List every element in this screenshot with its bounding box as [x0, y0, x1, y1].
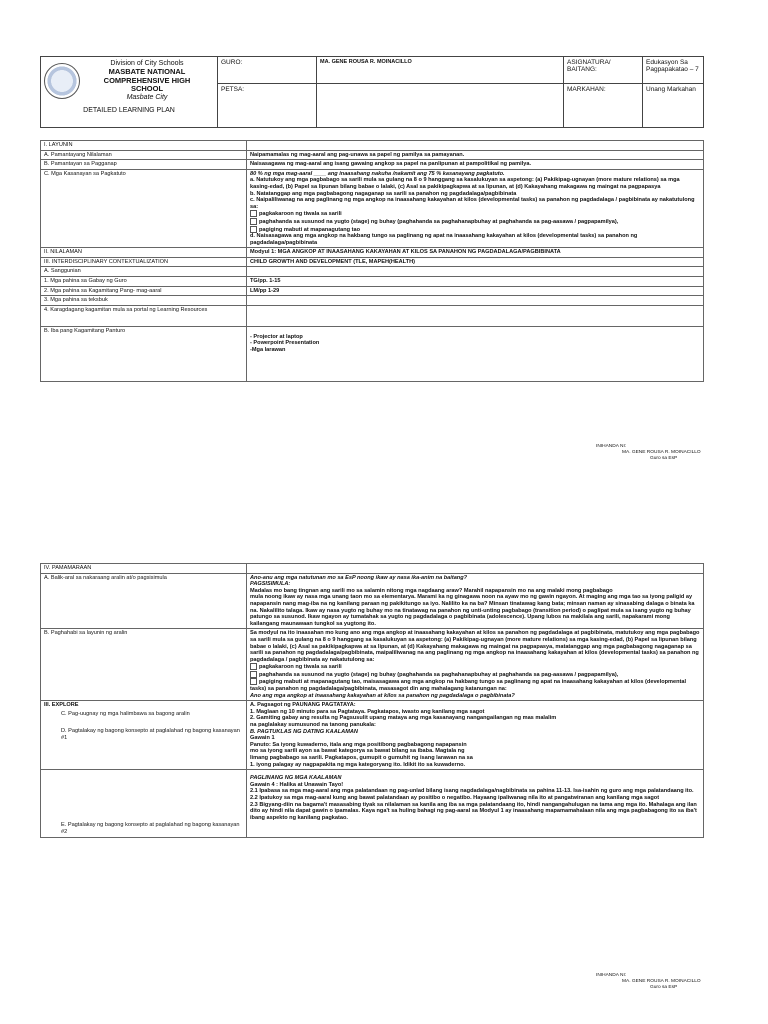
explore-line: 2. Gamiting gabay ang resulta ng Pagsusulit upang mataya ang mga kasanayang nangangailangan ng mas malalim	[250, 715, 557, 722]
asignatura-label: ASIGNATURA/ BAITANG:	[564, 57, 643, 84]
balik-aral-text	[247, 573, 704, 629]
explore-line: A. Pagsagot ng PAUNANG PAGTATAYA:	[250, 702, 356, 709]
balik-aral-line: PAGSISIMULA:	[250, 581, 291, 588]
panturo-label: B. Iba pang Kagamitang Panturo	[41, 326, 247, 381]
petsa-value	[317, 84, 564, 128]
school-city: Masbate City	[126, 93, 168, 101]
pagtalakay-line: Gawain 4 : Halika at Unawain Tayo!	[250, 781, 344, 788]
paghahabi-line: Ano ang mga angkop at inaasahang kakayahan at kilos sa panahon ng pagdadalaga o pagbibinata?	[250, 692, 515, 699]
kasanayan-label: C. Mga Kasanayan sa Pagkatuto	[41, 169, 247, 247]
kasanayan-line: b. Natatanggap ang mga pagbabagong nagaganap sa sarili sa panahon ng pagdadalaga/pagbibinata	[250, 190, 517, 197]
school-name-1: MASBATE NATIONAL	[108, 67, 186, 77]
teksbuk-label: 3. Mga pahina sa teksbuk	[41, 296, 247, 306]
portal-label: 4. Karagdagang kagamitan mula sa portal ng Learning Resources	[41, 305, 247, 326]
pamantayan-pagganap-label: B. Pamantayan sa Pagganap	[41, 160, 247, 170]
pagtalakay-2-text	[247, 770, 704, 838]
paghahabi-text	[247, 629, 704, 701]
plan-title: DETAILED LEARNING PLAN	[83, 107, 175, 114]
interdisciplinary-label: III. INTERDISCIPLINARY CONTEXTUALIZATION	[41, 257, 247, 267]
checkbox-icon	[250, 226, 257, 233]
explore-line: Gawain 1	[250, 735, 275, 742]
guro-label: GURO:	[218, 57, 317, 84]
inihanda-label: INIHANDA NI:	[596, 444, 627, 449]
panturo-line: - Powerpoint Presentation	[250, 340, 320, 347]
explore-line: mo sa iyong sarili ayon sa bawat kategorya sa bawat bilang sa ibaba. Magtala ng	[250, 748, 465, 755]
pamantayang-nilalaman-text: Naipamamalas ng mag-aaral ang pag-unawa sa papel ng pamilya sa pamayanan.	[247, 150, 704, 160]
kasanayan-line: d. Naisasagawa ang mga angkop na hakbang tungo sa paglinang ng apat na inaasahang kakayahan at kilos (developmental tasks) sa panahon ng pagdadalaga/pagbibinata	[250, 233, 638, 246]
checkbox-icon	[250, 678, 257, 685]
kasanayan-line: pagkakaroon ng tiwala sa sarili	[259, 211, 342, 218]
teacher-name: MA. GENE ROUSA R. MOINACILLO	[622, 979, 701, 984]
pagtalakay-line: 2.2 Ipatukoy sa mga mag-aaral kung ang bawat palatandaan ay positibo o negatibo. Hayaang ipaliwanag nila ito at pangatwiranan ang kanilang mga sagot	[250, 794, 660, 801]
teacher-role: Guro sa EsP	[650, 456, 678, 461]
layunin-label: I. LAYUNIN	[41, 141, 247, 151]
balik-aral-label: A. Balik-aral sa nakaraang aralin at/o pagsisimula	[41, 573, 247, 629]
pagtalakay-line: 2.3 Bigyang-diin na bagama't masasabing tiyak sa nilalaman sa kanila ang iba sa mga palatandaang ito, hindi nangangahulugan na tama ang mga ito. Mahalaga ang ilan dito ay hindi nila dapat gawin o ipamalas. Kaya nga't sa huling bahagi ng pag-aaral sa Modyul 1 ay inaasahang mapamamahalaan nila ang mga pagbabagong ito sa iba't ibang aspekto ng kanilang pagkatao.	[250, 801, 697, 821]
gabay-guro-label: 1. Mga pahina sa Gabay ng Guro	[41, 277, 247, 287]
pagtalakay-line: PAGLINANG NG MGA KAALAMAN	[250, 775, 342, 782]
paghahabi-label: B. Paghahabi sa layunin ng aralin	[41, 629, 247, 701]
procedure-table	[40, 563, 704, 838]
kagamitang-text: LM/pp 1-29	[247, 286, 704, 296]
markahan-label: MARKAHAN:	[564, 84, 643, 128]
paghahabi-line: pagkakaroon ng tiwala sa sarili	[259, 664, 342, 671]
checkbox-icon	[250, 663, 257, 670]
sanggunian-label: A. Sanggunian	[41, 267, 247, 277]
footer-2	[596, 973, 701, 991]
nilalaman-text: Modyul 1: MGA ANGKOP AT INAASAHANG KAKAYAHAN AT KILOS SA PANAHON NG PAGDADALAGA/PAGBIBINATA	[247, 248, 704, 258]
panturo-line: - Projector at laptop	[250, 333, 303, 340]
explore-line: 1. Maglaan ng 10 minuto para sa Pagtataya. Pagkatapos, iwasto ang kanilang mga sagot	[250, 708, 485, 715]
kagamitang-label: 2. Mga pahina sa Kagamitang Pang- mag-aaral	[41, 286, 247, 296]
guro-value: MA. GENE ROUSA R. MOINACILLO	[317, 57, 564, 84]
pag-uugnay-label: C. Pag-uugnay ng mga halimbawa sa bagong aralin	[61, 710, 190, 717]
checkbox-icon	[250, 210, 257, 217]
paghahabi-line: paghahanda sa susunod na yugto (stage) ng buhay (paghahanda sa paghahanapbuhay at paghahanda sa pag-aasawa / pagpapamilya),	[259, 671, 619, 678]
asignatura-value: Edukasyon Sa Pagpapakatao – 7	[643, 57, 704, 84]
explore-line: na paglalakay sumusunod na tanong panukala:	[250, 722, 376, 729]
school-logo	[44, 63, 80, 99]
checkbox-icon	[250, 218, 257, 225]
kasanayan-line: paghahanda sa susunod na yugto (stage) ng buhay (paghahanda sa paghahanapbuhay at paghahanda sa pag-aasawa / pagpapamilya),	[259, 218, 619, 225]
balik-aral-line: Madalas mo bang tingnan ang sarili mo sa salamin nitong mga nagdaang araw? Marahil napapansin mo na ang malaki mong pagbabago	[250, 587, 613, 594]
kasanayan-line: a. Natutukoy ang mga pagbabago sa sarili mula sa gulang na 8 o 9 hanggang sa kasalukuyan sa aspetong: (a) Pakikipag-ugnayan (more mature relations) sa mga kasing-edad, (b) Papel sa lipunan bilang babae o lalaki, (c) Asal sa pakikipagkapwa at sa lipunan, at (d) Kakayahang makagawa ng maingat na pagpapasya	[250, 177, 680, 190]
inihanda-label: INIHANDA NI:	[596, 973, 627, 978]
division-name: Division of City Schools	[110, 59, 184, 67]
kasanayan-line: 80 % ng mga mag-aaral ____ ang inaasahang nakuha /nakamit ang 75 % kasanayang pagkatuto.	[250, 170, 505, 177]
school-name-2: COMPREHENSIVE HIGH	[103, 75, 191, 85]
teacher-name: MA. GENE ROUSA R. MOINACILLO	[622, 450, 701, 455]
balik-aral-line: Ano-anu ang mga natutunan mo sa EsP noong ikaw ay nasa ika-anim na baitang?	[250, 574, 468, 581]
paghahabi-line: Sa modyul na ito inaasahan mo kung ano ang mga angkop at inaasahang kakayahan at kilos sa panahon ng pagdadalaga at pagbibinata, matutukoy ang mga pagbabago sa sarili mula sa gulang na 8 o 9 hanggang sa kasalukuyan sa aspetong: (a) Pakikipag-ugnayan (more mature relations) sa mga kasing-edad, (b) Papel sa lipunan bilang babae o lalaki, (c) Asal sa pakikipagkapwa at sa lipunan, at (d) Kakayahang makagawa ng maingat na pagpapasya, matatanggap ang mga pagbabagong nagaganap sa sarili sa panahon ng pagdadalaga/pagbibinata, maipaliliwanag na ang paglinang ng mga angkop na inaasahang kakayahan at kilos (developmental tasks) sa panahon ng pagdadalaga / pagbibinata ay nakatutulong sa:	[250, 630, 700, 663]
interdisciplinary-text: CHILD GROWTH AND DEVELOPMENT (TLE, MAPEH(HEALTH)	[247, 257, 704, 267]
explore-text	[247, 701, 704, 770]
panturo-line: -Mga larawan	[250, 347, 286, 354]
footer-1	[596, 444, 701, 462]
header-table	[40, 56, 704, 128]
explore-line: 1. iyong palagay ay nagpapakita ng mga kategoryang ito. Idikit ito sa kuwaderno.	[250, 761, 466, 768]
gabay-guro-text: TG/pp. 1-15	[247, 277, 704, 287]
kasanayan-text	[247, 169, 704, 247]
pagtalakay-line: 2.1 Ipabasa sa mga mag-aaral ang mga palatandaan ng pag-unlad bilang isang nagdadalaga/nagbibinata sa pahina 11-13. Isa-isahin ng guro ang mga palatandaang ito.	[250, 788, 694, 795]
explore-line: limang pagbabago sa sarili. Pagkatapos, gumupit o gumuhit ng isang larawan na sa	[250, 754, 473, 761]
explore-line: B. PAGTUKLAS NG DATING KAALAMAN	[250, 728, 358, 735]
checkbox-icon	[250, 671, 257, 678]
pamamaraan-label: IV. PAMAMARAAN	[41, 564, 247, 574]
school-cell	[41, 57, 218, 128]
teacher-role: Guro sa EsP	[650, 985, 678, 990]
pagtalakay-1-label: D. Pagtalakay ng bagong konsepto at paglalahad ng bagong kasanayan #1	[61, 728, 240, 742]
panturo-text	[247, 326, 704, 381]
kasanayan-line: c. Naipaliliwanag na ang paglinang ng mga angkop na inaasahang kakayahan at kilos (developmental tasks) sa panahon ng pagdadalaga / pagbibinata ay nakatutulong sa:	[250, 197, 695, 210]
pamantayang-nilalaman-label: A. Pamantayang Nilalaman	[41, 150, 247, 160]
markahan-value: Unang Markahan	[643, 84, 704, 128]
paghahabi-line: pagiging mabuti at mapanagutang tao, maisasagawa ang mga angkop na hakbang tungo sa paglinang ng apat na inaasahang kakayahan at kilos (developmental tasks) sa panahon ng pagdadalaga/pagbibinata, masasagot din ang mahalagang katanungan na:	[250, 679, 687, 693]
kasanayan-line: pagiging mabuti at mapanagutang tao	[259, 226, 361, 233]
petsa-label: PETSA:	[218, 84, 317, 128]
school-name-3: SCHOOL	[130, 84, 164, 94]
pagtalakay-2-label: E. Pagtalakay ng bagong konsepto at paglalahad ng bagong kasanayan #2	[41, 770, 247, 838]
explore-label: III. EXPLORE	[44, 702, 79, 709]
objectives-table	[40, 140, 704, 382]
pamantayan-pagganap-text: Naisasagawa ng mag-aaral ang isang gawaing angkop sa papel na panlipunan at pampolitikal ng pamilya.	[247, 160, 704, 170]
nilalaman-label: II. NILALAMAN	[41, 248, 247, 258]
balik-aral-line: mula noong ikaw ay nasa mga unang taon mo sa elementarya. Marami ka ng ginagawa noon na ayaw mo ng gawin ngayon. At maging ang mga tao sa iyong paligid ay napapansin nang mag-iba na ng kanilang paraan ng pakikitungo sa iyo. Nalilito ka na ba? Minsan tinatawag kang bata; minsan naman ay sinasabing dalaga o binata ka na. Nakalilito talaga. Ikaw ay nasa yugto ng buhay mo na tinatawag na panahon ng unti-unting pagbabago (transition period) o paglipat mula sa isang yugto ng buhay patungo sa susunod. Ikaw ngayon ay tumatahak sa yugto ng pagdadalaga o pagbibinata (adolescence). Upang lubos na makilala ang sarili, napakarami mong kailangang maunawaan tungkol sa yugtong ito.	[250, 594, 695, 627]
explore-cell	[41, 701, 247, 770]
explore-line: Panuto: Sa iyong kuwaderno, itala ang mga positibong pagbabagong napapansin	[250, 741, 467, 748]
